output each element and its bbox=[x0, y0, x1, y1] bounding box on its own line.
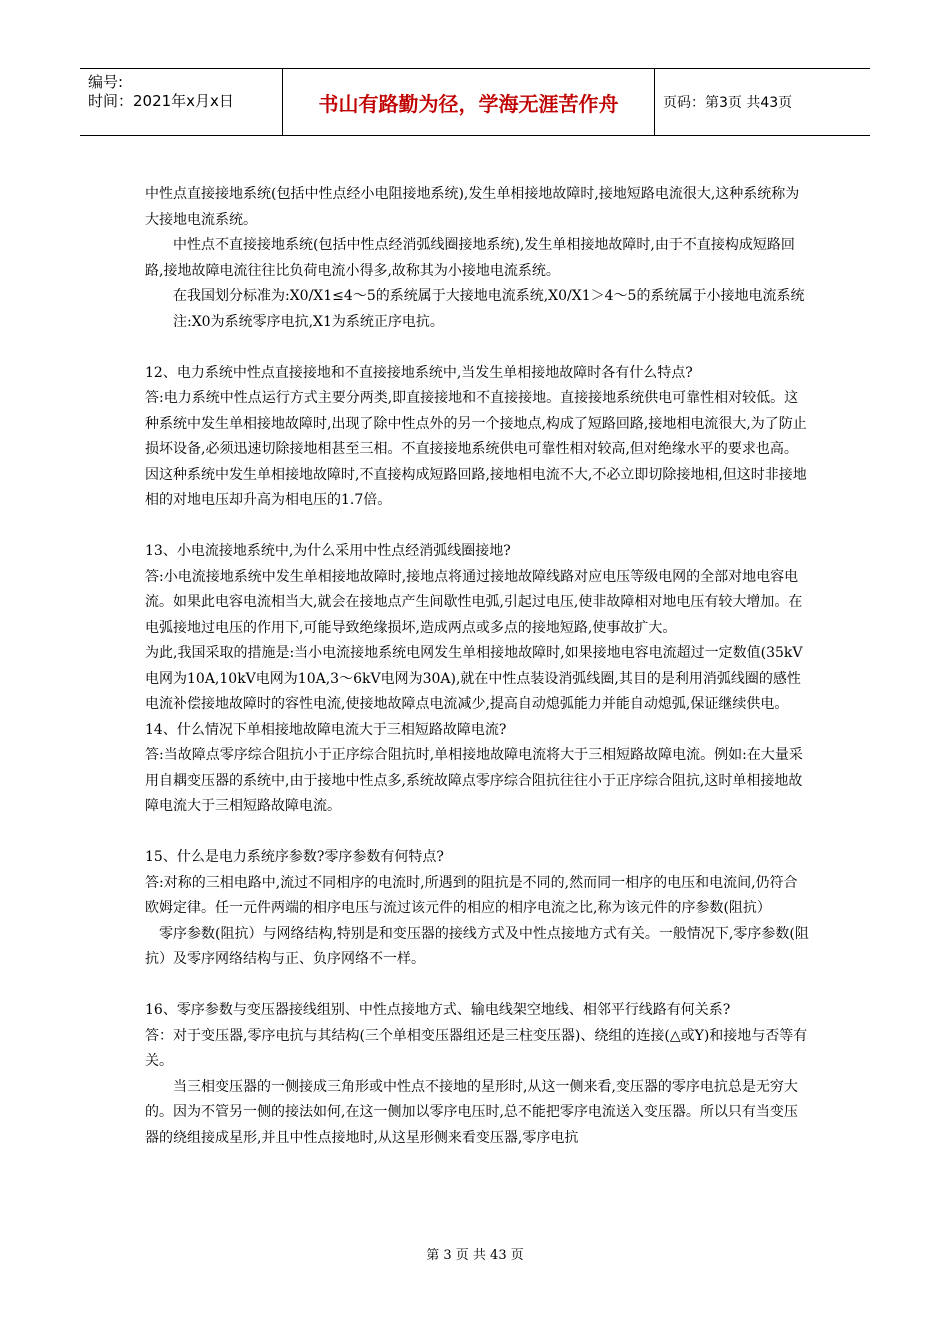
header-page-number: 页码：第3页 共43页 bbox=[663, 95, 793, 111]
paragraph: 在我国划分标准为:X0/X1≤4～5的系统属于大接地电流系统,X0/X1＞4～5的系统属于小接地电流系统 bbox=[173, 288, 805, 304]
answer-paragraph: 为此,我国采取的措施是:当小电流接地系统电网发生单相接地故障时,如果接地电容电流超过一定数值(35kV电网为10A,10kV电网为10A,3～6kV电网为30A),就在中性点装设消弧线圈,其目的是利用消弧线圈的感性电流补偿接地故障时的容性电流,使接地故障点电流减少,提高自动熄弧能力并能自动熄弧,保证继续供电。 bbox=[145, 645, 803, 712]
paragraph: 中性点不直接接地系统(包括中性点经消弧线圈接地系统),发生单相接地故障时,由于不直接构成短路回路,接地故障电流往往比负荷电流小得多,故称其为小接地电流系统。 bbox=[145, 237, 795, 279]
document-number-label: 编号: bbox=[88, 73, 124, 91]
answer-paragraph: 当三相变压器的一侧接成三角形或中性点不接地的星形时,从这一侧来看,变压器的零序电抗总是无穷大的。因为不管另一侧的接法如何,在这一侧加以零序电压时,总不能把零序电流送入变压器。所以只有当变压器的绕组接成星形,并且中性点接地时,从这星形侧来看变压器,零序电抗 bbox=[145, 1078, 798, 1146]
answer-paragraph: 答:电力系统中性点运行方式主要分两类,即直接接地和不直接接地。直接接地系统供电可靠性相对较低。这种系统中发生单相接地故障时,出现了除中性点外的另一个接地点,构成了短路回路,接地相电流很大,为了防止损坏设备,必须迅速切除接地相甚至三相。不直接接地系统供电可靠性相对较高,但对绝缘水平的要求也高。因这种系统中发生单相接地故障时,不直接构成短路回路,接地相电流不大,不必立即切除接地相,但这时非接地相的对地电压却升高为相电压的1.7倍。 bbox=[145, 390, 807, 508]
answer-paragraph: 答:小电流接地系统中发生单相接地故障时,接地点将通过接地故障线路对应电压等级电网的全部对地电容电流。如果此电容电流相当大,就会在接地点产生间歇性电弧,引起过电压,使非故障相对地电压有较大增加。在电弧接地过电压的作用下,可能导致绝缘损坏,造成两点或多点的接地短路,使事故扩大。 bbox=[145, 568, 803, 636]
page-footer: 第 3 页 共 43 页 bbox=[426, 1248, 524, 1263]
paragraph: 中性点直接接地系统(包括中性点经小电阻接地系统),发生单相接地故障时,接地短路电流很大,这种系统称为大接地电流系统。 bbox=[145, 186, 800, 228]
answer-paragraph: 零序参数(阻抗）与网络结构,特别是和变压器的接线方式及中性点接地方式有关。一般情况下,零序参数(阻抗）及零序网络结构与正、负序网络不一样。 bbox=[145, 925, 809, 967]
document-date-label: 时间：2021年x月x日 bbox=[88, 92, 234, 110]
question-heading: 15、什么是电力系统序参数?零序参数有何特点? bbox=[145, 849, 444, 865]
document-body bbox=[145, 182, 810, 1151]
question-heading: 16、零序参数与变压器接线组别、中性点接地方式、输电线架空地线、相邻平行线路有何关系? bbox=[145, 1002, 731, 1018]
answer-paragraph: 答：对于变压器,零序电抗与其结构(三个单相变压器组还是三柱变压器)、绕组的连接(△或Y)和接地与否等有关。 bbox=[145, 1027, 808, 1069]
question-heading: 13、小电流接地系统中,为什么采用中性点经消弧线圈接地? bbox=[145, 543, 511, 559]
question-heading: 14、什么情况下单相接地故障电流大于三相短路故障电流? bbox=[145, 721, 507, 738]
question-heading: 12、电力系统中性点直接接地和不直接接地系统中,当发生单相接地故障时各有什么特点? bbox=[145, 364, 693, 381]
paragraph: 注:X0为系统零序电抗,X1为系统正序电抗。 bbox=[173, 313, 444, 330]
header-info-cell bbox=[80, 69, 283, 135]
page-header bbox=[80, 68, 870, 136]
answer-paragraph: 答:对称的三相电路中,流过不同相序的电流时,所遇到的阻抗是不同的,然而同一相序的电压和电流间,仍符合欧姆定律。任一元件两端的相序电压与流过该元件的相应的相序电流之比,称为该元件的序参数(阻抗） bbox=[145, 874, 798, 916]
header-motto: 书山有路勤为径，学海无涯苦作舟 bbox=[283, 69, 655, 135]
answer-paragraph: 答:当故障点零序综合阻抗小于正序综合阻抗时,单相接地故障电流将大于三相短路故障电流。例如:在大量采用自耦变压器的系统中,由于接地中性点多,系统故障点零序综合阻抗往往小于正序综合阻抗,这时单相接地故障电流大于三相短路故障电流。 bbox=[145, 747, 803, 814]
